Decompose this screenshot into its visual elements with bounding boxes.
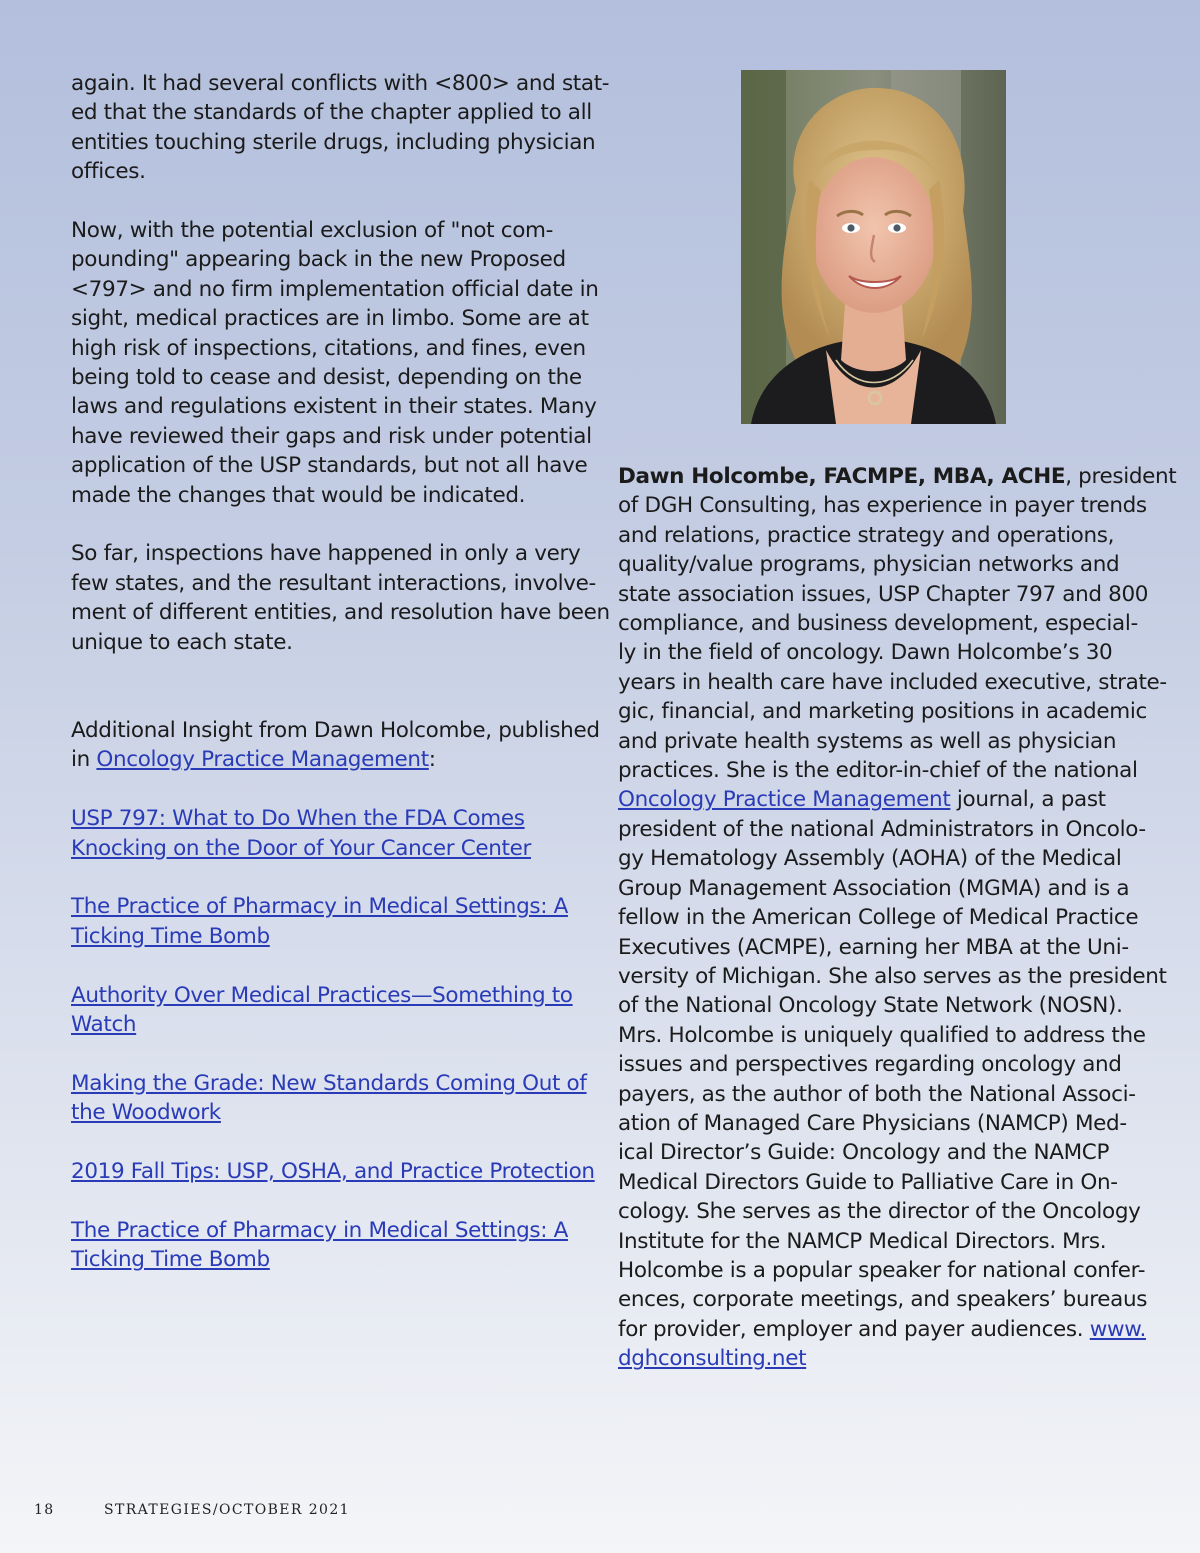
text-line: Mrs. Holcombe is uniquely qualified to address the [618, 1022, 1146, 1048]
oncology-practice-management-journal-link[interactable]: Oncology Practice Management [618, 787, 951, 813]
text-line: Holcombe is a popular speaker for national confer- [618, 1257, 1146, 1283]
paragraph-conflicts [71, 69, 610, 187]
paragraph-limbo [71, 216, 599, 510]
text-line: compliance, and business development, especial- [618, 611, 1138, 637]
related-article-link[interactable] [71, 1157, 595, 1186]
text-line: Executives (ACMPE), earning her MBA at the Uni- [618, 934, 1129, 960]
link-text-line[interactable]: 2019 Fall Tips: USP, OSHA, and Practice Protection [71, 1158, 595, 1184]
left-column [71, 69, 610, 1275]
related-article-link[interactable] [71, 1069, 591, 1128]
text-line: payers, as the author of both the National Associ- [618, 1081, 1136, 1107]
journal-line [618, 785, 1138, 814]
text-line: Institute for the NAMCP Medical Directors. Mrs. [618, 1228, 1107, 1254]
related-article-link[interactable] [71, 804, 591, 863]
author-name: Dawn Holcombe, FACMPE, MBA, ACHE [618, 464, 1066, 489]
link-text-line[interactable]: Knocking on the Door of Your Cancer Center [71, 835, 531, 861]
text-line: ed that the standards of the chapter applied to all [71, 100, 592, 126]
text-line: of the National Oncology State Network (NOSN). [618, 993, 1123, 1019]
link-text-line[interactable]: Watch [71, 1011, 137, 1037]
bio-text: journal, a past [950, 787, 1106, 813]
text-line: have reviewed their gaps and risk under potential [71, 423, 592, 449]
text-line: cology. She serves as the director of the Oncology [618, 1199, 1141, 1225]
website-link[interactable]: dghconsulting.net [618, 1346, 807, 1372]
text-line: ical Director’s Guide: Oncology and the NAMCP [618, 1140, 1110, 1166]
publication-footer: STRATEGIES/OCTOBER 2021 [104, 1502, 350, 1518]
link-text-line[interactable]: the Woodwork [71, 1100, 221, 1126]
text-line: quality/value programs, physician networks and [618, 552, 1120, 578]
insight-prefix: in [71, 747, 97, 773]
related-article-link[interactable] [71, 892, 591, 951]
text-line: sight, medical practices are in limbo. Some are at [71, 306, 589, 332]
link-text-line[interactable]: Making the Grade: New Standards Coming Out of [71, 1070, 587, 1096]
text-line: again. It had several conflicts with <800> and stat- [71, 71, 610, 96]
link-text-line[interactable]: USP 797: What to Do When the FDA Comes [71, 806, 525, 832]
link-text-line[interactable]: The Practice of Pharmacy in Medical Settings: A [71, 1217, 568, 1243]
text-line: ment of different entities, and resolution have been [71, 600, 610, 626]
insight-suffix: : [428, 747, 436, 773]
oncology-practice-management-link[interactable]: Oncology Practice Management [96, 747, 429, 773]
insight-heading: Additional Insight from Dawn Holcombe, published [71, 717, 600, 743]
text-line: <797> and no firm implementation official date in [71, 276, 599, 302]
author-bio [618, 462, 1177, 1374]
paragraph-inspections [71, 539, 610, 657]
text-line: high risk of inspections, citations, and fines, even [71, 335, 586, 361]
text-line: gy Hematology Assembly (AOHA) of the Medical [618, 846, 1122, 872]
link-text-line[interactable]: The Practice of Pharmacy in Medical Settings: A [71, 894, 568, 920]
text-line: gic, financial, and marketing positions in academic [618, 699, 1147, 725]
text-line: unique to each state. [71, 629, 293, 655]
website-line-continued [618, 1344, 1138, 1373]
text-line: state association issues, USP Chapter 797 and 800 [618, 581, 1149, 607]
link-text-line[interactable]: Ticking Time Bomb [71, 923, 270, 949]
text-line: and relations, practice strategy and operations, [618, 522, 1115, 548]
text-line: years in health care have included executive, strate- [618, 669, 1167, 695]
text-line: president of the national Administrators in Oncolo- [618, 816, 1146, 842]
text-line: being told to cease and desist, depending on the [71, 365, 582, 391]
text-line: issues and perspectives regarding oncology and [618, 1052, 1122, 1078]
text-line: fellow in the American College of Medical Practice [618, 905, 1139, 931]
text-line: laws and regulations existent in their states. Many [71, 394, 597, 420]
website-link[interactable]: www. [1089, 1316, 1146, 1342]
text-line: of DGH Consulting, has experience in payer trends [618, 493, 1147, 519]
text-line: practices. She is the editor-in-chief of the national [618, 758, 1138, 784]
bio-text: for provider, employer and payer audiences. [618, 1316, 1090, 1342]
author-photo [741, 70, 1006, 424]
text-line: and private health systems as well as physician [618, 728, 1117, 754]
link-text-line[interactable]: Authority Over Medical Practices—Something to [71, 982, 573, 1008]
bio-text: , president [1065, 464, 1177, 489]
text-line: offices. [71, 159, 146, 185]
related-article-link[interactable] [71, 1216, 591, 1275]
text-line: made the changes that would be indicated. [71, 482, 526, 508]
text-line: Group Management Association (MGMA) and is a [618, 875, 1130, 901]
text-line: versity of Michigan. She also serves as the president [618, 963, 1167, 989]
bio-first-line [618, 462, 1177, 491]
related-article-link[interactable] [71, 981, 591, 1040]
text-line: So far, inspections have happened in only a very [71, 541, 581, 567]
text-line: entities touching sterile drugs, including physician [71, 129, 596, 155]
page-number: 18 [34, 1502, 55, 1518]
website-line [618, 1315, 1146, 1344]
text-line: few states, and the resultant interactions, involve- [71, 570, 596, 596]
insight-source-line [71, 745, 591, 774]
text-line: application of the USP standards, but not all have [71, 453, 588, 479]
link-text-line[interactable]: Ticking Time Bomb [71, 1247, 270, 1273]
text-line: ences, corporate meetings, and speakers’ bureaus [618, 1287, 1148, 1313]
text-line: ation of Managed Care Physicians (NAMCP) Med- [618, 1110, 1127, 1136]
text-line: pounding" appearing back in the new Proposed [71, 247, 566, 273]
text-line: ly in the field of oncology. Dawn Holcombe’s 30 [618, 640, 1113, 666]
text-line: Medical Directors Guide to Palliative Care in On- [618, 1169, 1118, 1195]
additional-insight [71, 716, 600, 775]
text-line: Now, with the potential exclusion of "not com- [71, 218, 554, 244]
portrait-illustration [741, 70, 1006, 424]
